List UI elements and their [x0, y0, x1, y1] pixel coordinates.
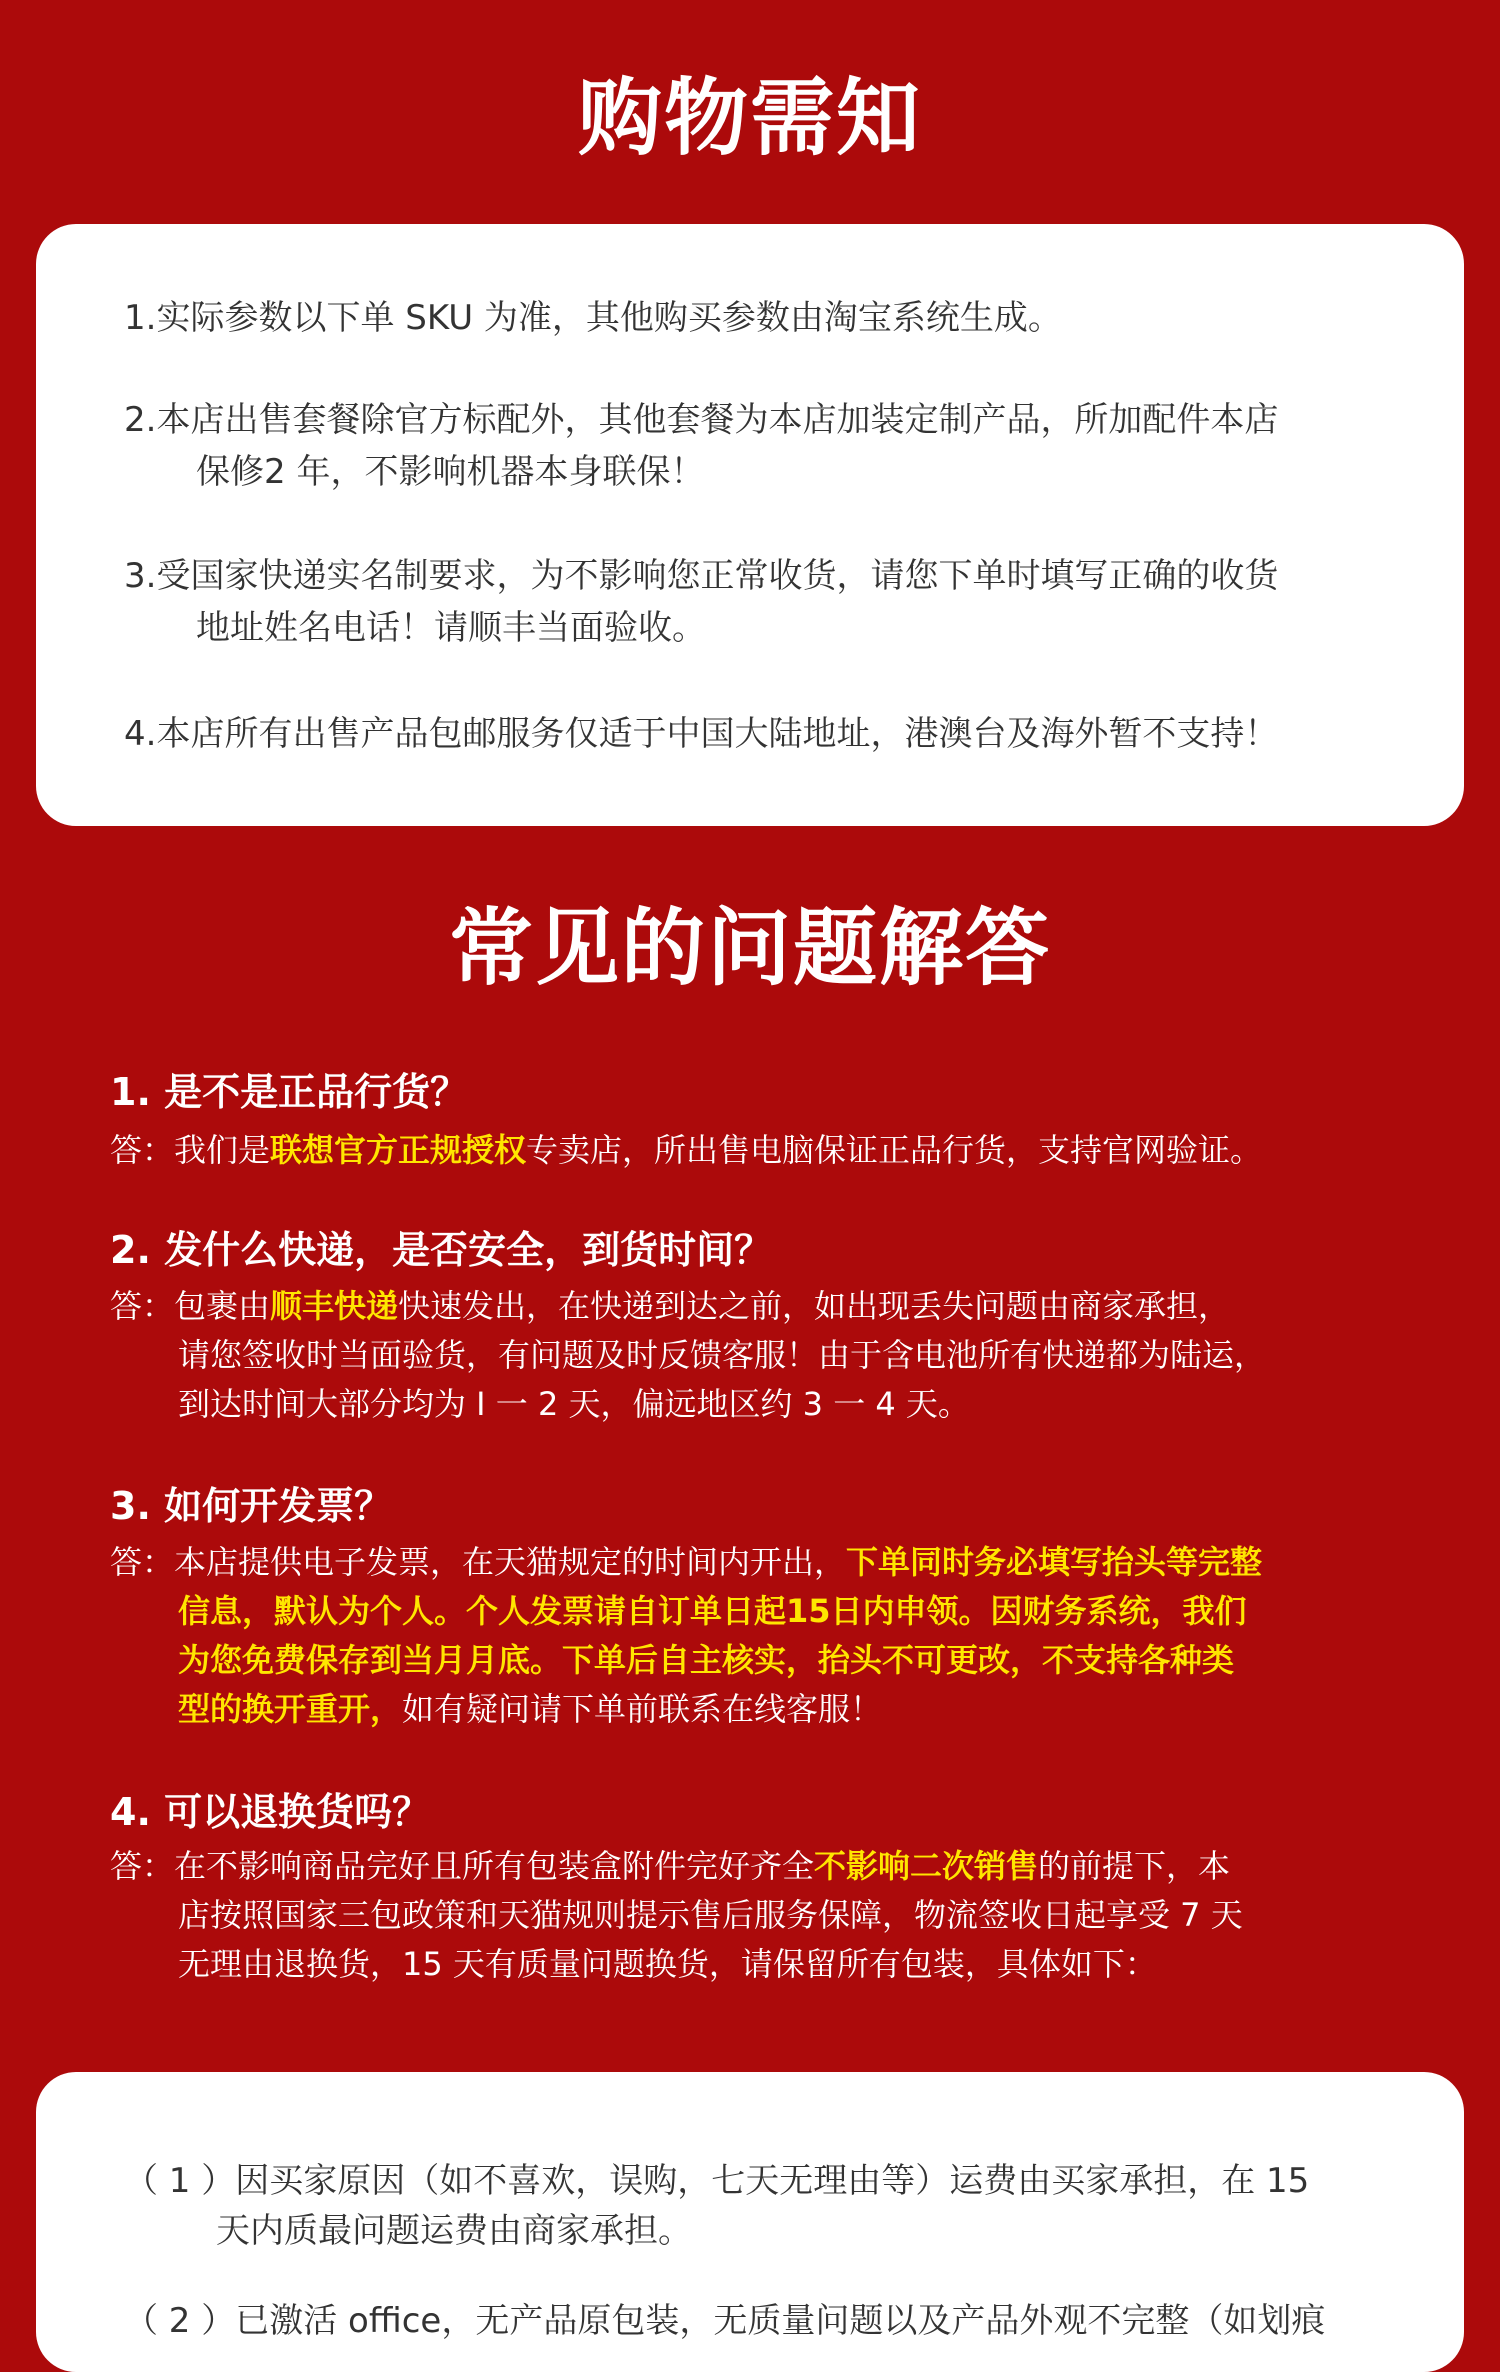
answer-text: 到达时间大部分均为 I 一 2 天，偏远地区约 3 一 4 天。 — [178, 1385, 970, 1423]
returns-item-line: （ 1 ）因买家原因（如不喜欢，误购，七天无理由等）运费由买家承担，在 15 — [124, 2161, 1310, 2201]
notice-item-line: 1.实际参数以下单 SKU 为准，其他购买参数由淘宝系统生成。 — [124, 298, 1062, 338]
answer-text: 在不影响商品完好且所有包装盒附件完好齐全 — [174, 1847, 815, 1885]
faq-question: 4. 可以退换货吗？ — [110, 1790, 431, 1834]
answer-highlight: 不影响二次销售 — [814, 1847, 1039, 1885]
answer-text: 请您签收时当面验货，有问题及时反馈客服！由于含电池所有快递都为陆运， — [178, 1336, 1267, 1374]
answer-text: 专卖店，所出售电脑保证正品行货，支持官网验证。 — [526, 1131, 1263, 1169]
answer-highlight: 下单同时务必填写抬头等完整 — [846, 1543, 1263, 1581]
notice-item-line: 3.受国家快递实名制要求，为不影响您正常收货，请您下单时填写正确的收货 — [124, 556, 1279, 596]
notice-item — [124, 394, 1404, 498]
answer-highlight: 型的换开重开， — [178, 1690, 403, 1728]
answer-text: 包裹由 — [174, 1287, 271, 1325]
answer-highlight: 顺丰快递 — [270, 1287, 399, 1325]
answer-text: 如有疑问请下单前联系在线客服！ — [402, 1690, 883, 1728]
answer-text: 店按照国家三包政策和天猫规则提示售后服务保障，物流签收日起享受 7 天 — [178, 1896, 1243, 1934]
returns-item-line: （ 2 ）已激活 office，无产品原包装，无质量问题以及产品外观不完整（如划痕 — [124, 2301, 1326, 2341]
returns-item-continuation: 天内质最问题运费由商家承担。 — [216, 2211, 692, 2251]
faq-title: 常见的问题解答 — [448, 899, 1051, 997]
faq-answer — [110, 1538, 1440, 1734]
answer-prefix: 答： — [110, 1847, 175, 1885]
answer-text: 我们是 — [174, 1131, 271, 1169]
answer-text: 本店提供电子发票，在天猫规定的时间内开出， — [174, 1543, 847, 1581]
faq-answer — [110, 1282, 1440, 1429]
answer-highlight: 为您免费保存到当月月底。下单后自主核实，抬头不可更改，不支持各种类 — [178, 1641, 1235, 1679]
answer-text: 快速发出，在快递到达之前，如出现丢失问题由商家承担， — [398, 1287, 1231, 1325]
notice-item — [124, 292, 1404, 344]
returns-item — [124, 2296, 1404, 2346]
faq-answer — [110, 1126, 1440, 1175]
shopping-notice-title: 购物需知 — [577, 69, 922, 167]
notice-item-line: 4.本店所有出售产品包邮服务仅适于中国大陆地址，港澳台及海外暂不支持！ — [124, 714, 1279, 754]
answer-highlight: 联想官方正规授权 — [270, 1131, 527, 1169]
answer-text: 的前提下，本 — [1038, 1847, 1231, 1885]
returns-item — [124, 2156, 1404, 2256]
faq-answer — [110, 1842, 1440, 1989]
answer-prefix: 答： — [110, 1543, 175, 1581]
notice-item-line: 2.本店出售套餐除官方标配外，其他套餐为本店加装定制产品，所加配件本店 — [124, 400, 1279, 440]
answer-highlight: 信息，默认为个人。个人发票请自订单日起15日内申领。因财务系统，我们 — [178, 1592, 1247, 1630]
answer-prefix: 答： — [110, 1131, 175, 1169]
answer-prefix: 答： — [110, 1287, 175, 1325]
notice-item — [124, 550, 1404, 654]
notice-item-continuation: 保修2 年，不影响机器本身联保！ — [196, 452, 705, 492]
notice-item-continuation: 地址姓名电话！请顺丰当面验收。 — [196, 608, 706, 648]
faq-question: 3. 如何开发票？ — [110, 1484, 393, 1528]
answer-text: 无理由退换货，15 天有质量问题换货，请保留所有包装，具体如下： — [178, 1945, 1157, 1983]
faq-question: 2. 发什么快递，是否安全，到货时间？ — [110, 1228, 773, 1272]
notice-item — [124, 708, 1404, 760]
faq-question: 1. 是不是正品行货？ — [110, 1070, 469, 1114]
